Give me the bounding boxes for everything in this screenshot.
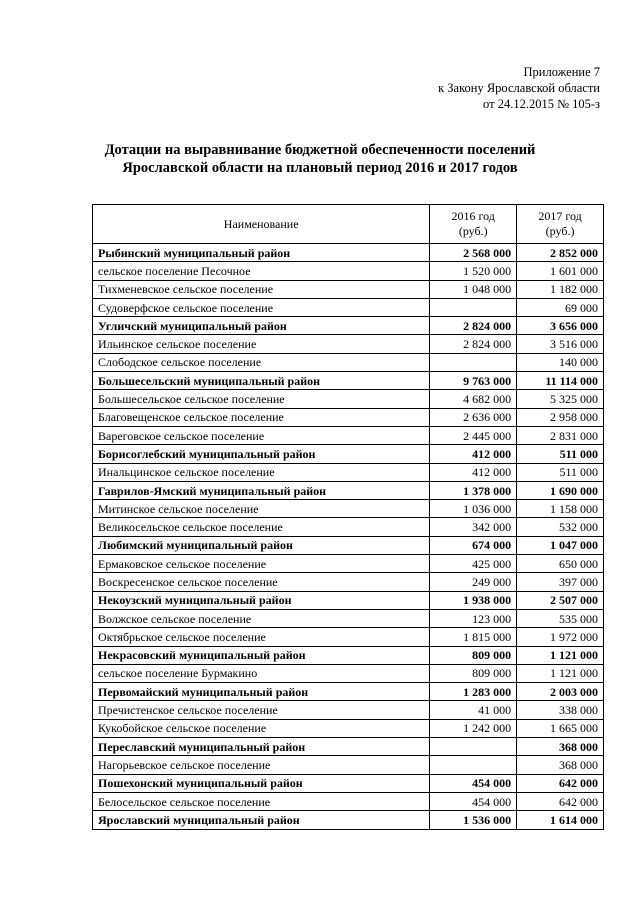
row-value-2017: 1 665 000 bbox=[517, 719, 604, 737]
row-value-2016: 1 378 000 bbox=[430, 481, 517, 499]
row-name: Рыбинский муниципальный район bbox=[93, 244, 430, 262]
row-value-2017: 2 003 000 bbox=[517, 683, 604, 701]
table-body bbox=[93, 244, 604, 830]
row-name: Некоузский муниципальный район bbox=[93, 591, 430, 609]
column-header-2017 bbox=[517, 205, 604, 244]
row-value-2016: 41 000 bbox=[430, 701, 517, 719]
row-name: Инальцинское сельское поселение bbox=[93, 463, 430, 481]
settlement-row bbox=[93, 664, 604, 682]
row-value-2017: 642 000 bbox=[517, 792, 604, 810]
row-name: Пречистенское сельское поселение bbox=[93, 701, 430, 719]
row-value-2017: 69 000 bbox=[517, 298, 604, 316]
row-value-2016: 1 242 000 bbox=[430, 719, 517, 737]
row-value-2017: 3 516 000 bbox=[517, 335, 604, 353]
settlement-row bbox=[93, 628, 604, 646]
district-row bbox=[93, 317, 604, 335]
row-name: Переславский муниципальный район bbox=[93, 738, 430, 756]
row-value-2016: 1 536 000 bbox=[430, 811, 517, 829]
row-name: Пошехонский муниципальный район bbox=[93, 774, 430, 792]
settlement-row bbox=[93, 609, 604, 627]
appendix-number: Приложение 7 bbox=[523, 65, 600, 79]
row-value-2016 bbox=[430, 353, 517, 371]
row-name: Любимский муниципальный район bbox=[93, 536, 430, 554]
row-name: Борисоглебский муниципальный район bbox=[93, 445, 430, 463]
row-name: Гаврилов-Ямский муниципальный район bbox=[93, 481, 430, 499]
document-title bbox=[0, 141, 640, 177]
row-value-2016: 2 445 000 bbox=[430, 426, 517, 444]
row-value-2016: 454 000 bbox=[430, 792, 517, 810]
settlement-row bbox=[93, 518, 604, 536]
row-value-2016: 2 636 000 bbox=[430, 408, 517, 426]
settlement-row bbox=[93, 573, 604, 591]
row-value-2017: 2 831 000 bbox=[517, 426, 604, 444]
settlement-row bbox=[93, 719, 604, 737]
row-value-2016 bbox=[430, 298, 517, 316]
header-unit-2016: (руб.) bbox=[458, 224, 488, 238]
row-name: Вареговское сельское поселение bbox=[93, 426, 430, 444]
header-year-2017: 2017 год bbox=[538, 209, 582, 223]
row-name: Великосельское сельское поселение bbox=[93, 518, 430, 536]
row-name: Белосельское сельское поселение bbox=[93, 792, 430, 810]
row-value-2016: 2 568 000 bbox=[430, 244, 517, 262]
row-name: Воскресенское сельское поселение bbox=[93, 573, 430, 591]
row-name: Ярославский муниципальный район bbox=[93, 811, 430, 829]
row-name: Ильинское сельское поселение bbox=[93, 335, 430, 353]
row-value-2016: 2 824 000 bbox=[430, 335, 517, 353]
district-row bbox=[93, 244, 604, 262]
row-name: Октябрьское сельское поселение bbox=[93, 628, 430, 646]
row-value-2016: 342 000 bbox=[430, 518, 517, 536]
settlement-row bbox=[93, 408, 604, 426]
row-value-2017: 3 656 000 bbox=[517, 317, 604, 335]
settlement-row bbox=[93, 390, 604, 408]
row-value-2017: 1 614 000 bbox=[517, 811, 604, 829]
row-value-2017: 2 507 000 bbox=[517, 591, 604, 609]
table-header-row bbox=[93, 205, 604, 244]
row-value-2016 bbox=[430, 756, 517, 774]
row-value-2017: 2 958 000 bbox=[517, 408, 604, 426]
row-value-2017: 338 000 bbox=[517, 701, 604, 719]
settlement-row bbox=[93, 792, 604, 810]
row-value-2016: 1 815 000 bbox=[430, 628, 517, 646]
row-value-2017: 1 690 000 bbox=[517, 481, 604, 499]
row-value-2016: 1 520 000 bbox=[430, 262, 517, 280]
row-value-2016: 1 938 000 bbox=[430, 591, 517, 609]
district-row bbox=[93, 774, 604, 792]
district-row bbox=[93, 646, 604, 664]
column-header-name: Наименование bbox=[93, 205, 430, 244]
row-value-2017: 642 000 bbox=[517, 774, 604, 792]
row-value-2017: 2 852 000 bbox=[517, 244, 604, 262]
row-value-2017: 535 000 bbox=[517, 609, 604, 627]
row-name: Ермаковское сельское поселение bbox=[93, 555, 430, 573]
row-value-2017: 511 000 bbox=[517, 445, 604, 463]
row-value-2016: 9 763 000 bbox=[430, 372, 517, 390]
district-row bbox=[93, 372, 604, 390]
settlement-row bbox=[93, 298, 604, 316]
row-name: Митинское сельское поселение bbox=[93, 500, 430, 518]
district-row bbox=[93, 445, 604, 463]
row-value-2016: 454 000 bbox=[430, 774, 517, 792]
row-value-2016: 4 682 000 bbox=[430, 390, 517, 408]
settlement-row bbox=[93, 280, 604, 298]
row-value-2017: 1 121 000 bbox=[517, 646, 604, 664]
row-value-2016: 2 824 000 bbox=[430, 317, 517, 335]
header-unit-2017: (руб.) bbox=[545, 224, 575, 238]
row-name: Благовещенское сельское поселение bbox=[93, 408, 430, 426]
district-row bbox=[93, 536, 604, 554]
row-value-2017: 1 158 000 bbox=[517, 500, 604, 518]
appendix-law: к Закону Ярославской области bbox=[438, 81, 600, 95]
row-value-2017: 1 182 000 bbox=[517, 280, 604, 298]
row-name: Первомайский муниципальный район bbox=[93, 683, 430, 701]
row-name: Слободское сельское поселение bbox=[93, 353, 430, 371]
row-value-2016: 809 000 bbox=[430, 646, 517, 664]
row-value-2017: 511 000 bbox=[517, 463, 604, 481]
settlement-row bbox=[93, 463, 604, 481]
header-year-2016: 2016 год bbox=[451, 209, 495, 223]
district-row bbox=[93, 481, 604, 499]
settlement-row bbox=[93, 756, 604, 774]
row-name: сельское поселение Бурмакино bbox=[93, 664, 430, 682]
row-name: Большесельское сельское поселение bbox=[93, 390, 430, 408]
column-header-2016 bbox=[430, 205, 517, 244]
settlement-row bbox=[93, 353, 604, 371]
row-value-2017: 650 000 bbox=[517, 555, 604, 573]
row-value-2017: 532 000 bbox=[517, 518, 604, 536]
row-value-2017: 11 114 000 bbox=[517, 372, 604, 390]
row-name: Тихменевское сельское поселение bbox=[93, 280, 430, 298]
subsidy-table bbox=[92, 204, 604, 830]
row-value-2016: 249 000 bbox=[430, 573, 517, 591]
settlement-row bbox=[93, 555, 604, 573]
row-value-2017: 5 325 000 bbox=[517, 390, 604, 408]
row-value-2017: 1 121 000 bbox=[517, 664, 604, 682]
row-value-2016: 123 000 bbox=[430, 609, 517, 627]
row-value-2017: 140 000 bbox=[517, 353, 604, 371]
row-value-2016: 674 000 bbox=[430, 536, 517, 554]
row-value-2017: 397 000 bbox=[517, 573, 604, 591]
row-value-2016: 412 000 bbox=[430, 445, 517, 463]
appendix-block bbox=[438, 64, 600, 112]
district-row bbox=[93, 738, 604, 756]
row-name: Волжское сельское поселение bbox=[93, 609, 430, 627]
row-name: Некрасовский муниципальный район bbox=[93, 646, 430, 664]
settlement-row bbox=[93, 500, 604, 518]
row-value-2016: 1 283 000 bbox=[430, 683, 517, 701]
row-value-2017: 1 047 000 bbox=[517, 536, 604, 554]
row-name: Кукобойское сельское поселение bbox=[93, 719, 430, 737]
row-value-2016: 1 036 000 bbox=[430, 500, 517, 518]
row-name: Большесельский муниципальный район bbox=[93, 372, 430, 390]
title-line-2: Ярославской области на плановый период 2016 и 2017 годов bbox=[122, 160, 518, 176]
settlement-row bbox=[93, 262, 604, 280]
row-name: Судоверфское сельское поселение bbox=[93, 298, 430, 316]
row-name: сельское поселение Песочное bbox=[93, 262, 430, 280]
row-value-2016: 425 000 bbox=[430, 555, 517, 573]
row-name: Нагорьевское сельское поселение bbox=[93, 756, 430, 774]
row-value-2016: 1 048 000 bbox=[430, 280, 517, 298]
row-value-2016 bbox=[430, 738, 517, 756]
settlement-row bbox=[93, 426, 604, 444]
row-value-2017: 1 601 000 bbox=[517, 262, 604, 280]
row-value-2016: 412 000 bbox=[430, 463, 517, 481]
row-value-2017: 368 000 bbox=[517, 738, 604, 756]
district-row bbox=[93, 591, 604, 609]
settlement-row bbox=[93, 701, 604, 719]
row-value-2017: 368 000 bbox=[517, 756, 604, 774]
district-row bbox=[93, 811, 604, 829]
settlement-row bbox=[93, 335, 604, 353]
district-row bbox=[93, 683, 604, 701]
row-value-2016: 809 000 bbox=[430, 664, 517, 682]
row-value-2017: 1 972 000 bbox=[517, 628, 604, 646]
appendix-date: от 24.12.2015 № 105-з bbox=[483, 97, 600, 111]
title-line-1: Дотации на выравнивание бюджетной обеспеченности поселений bbox=[104, 142, 536, 158]
row-name: Угличский муниципальный район bbox=[93, 317, 430, 335]
